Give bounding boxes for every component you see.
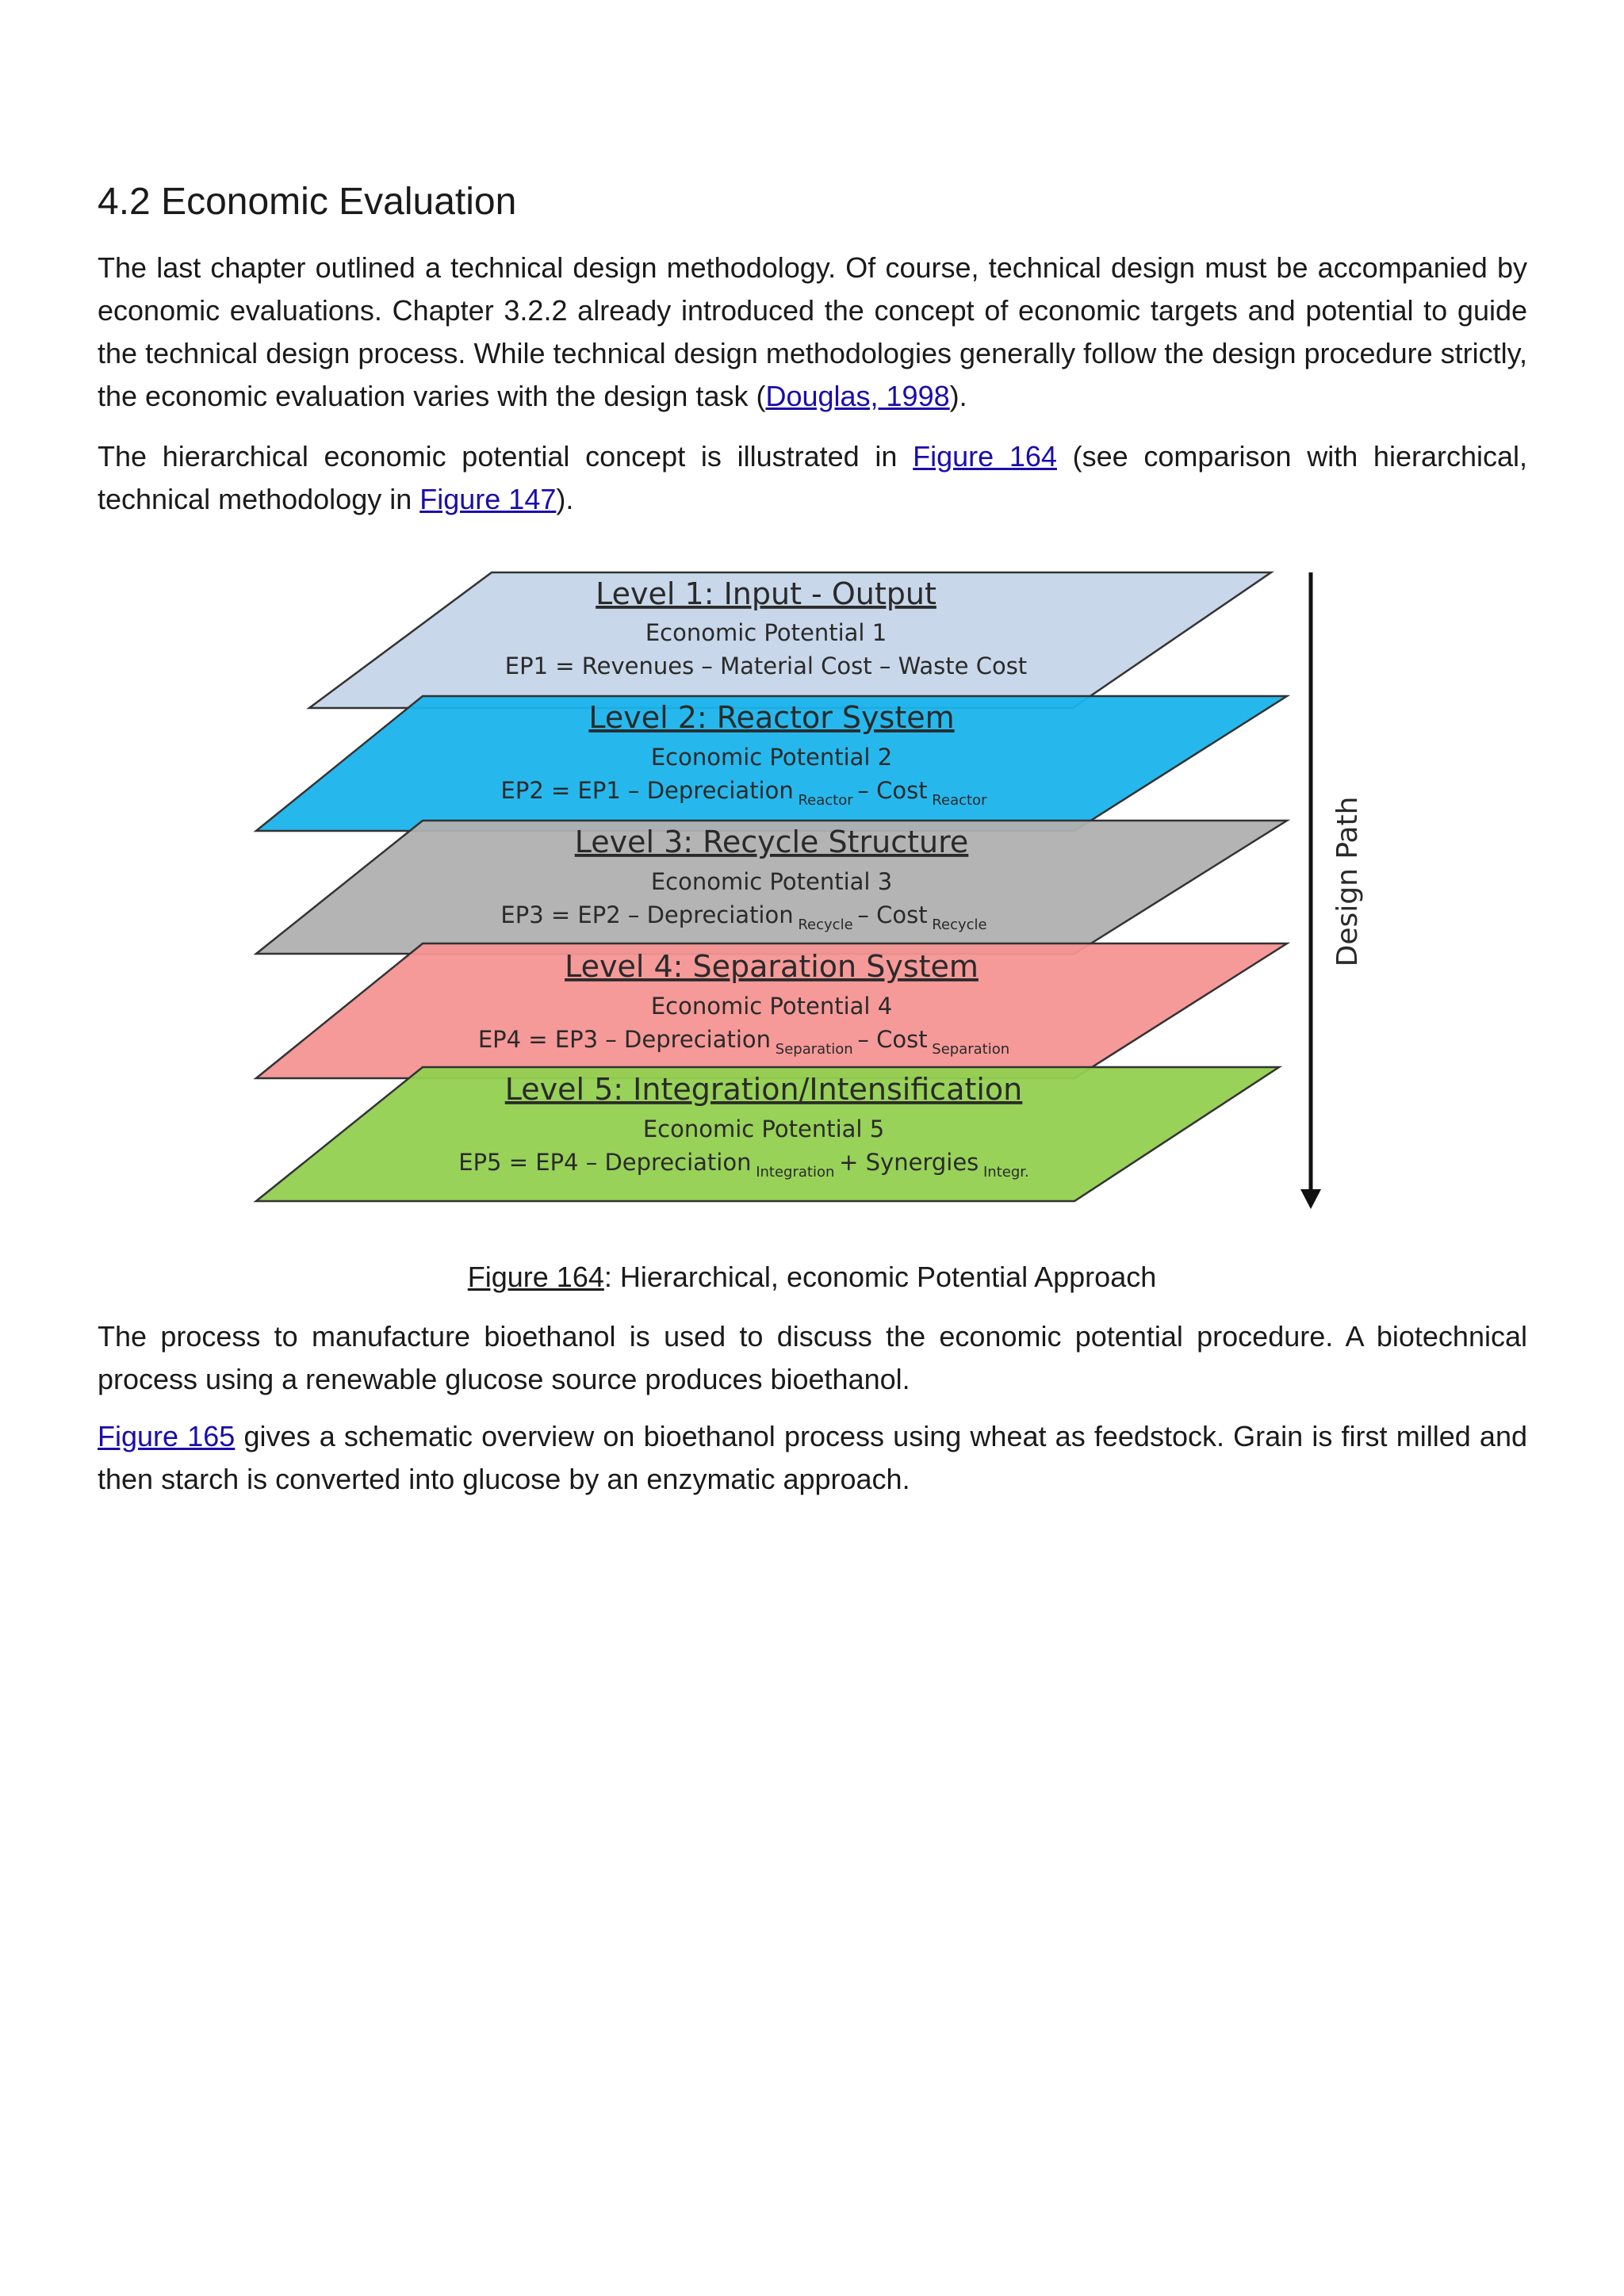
caption-figure-ref: Figure 164 [467,1261,604,1293]
level-3-equation: EP3 = EP2 – Depreciation $_{Recycle}$ – Cost $_{Recycle}$ [500,901,987,933]
level-1-title: Level 1: Input - Output [596,576,936,611]
paragraph-bioethanol [98,1315,1527,1401]
citation-link-douglas[interactable]: Douglas, 1998 [765,380,950,412]
paragraph-concept-end: ). [556,483,574,515]
figure-caption [0,1256,1624,1299]
figure-147-link[interactable]: Figure 147 [419,483,557,515]
design-path-arrow [1300,572,1321,1209]
paragraph-concept-text: The hierarchical economic potential concept is illustrated in [98,440,914,473]
level-1-subtitle: Economic Potential 1 [645,619,887,646]
layer-diagram [252,563,1378,1213]
figure-164-link[interactable]: Figure 164 [913,440,1057,473]
paragraph-intro [98,247,1527,418]
section-heading: 4.2 Economic Evaluation [98,181,517,223]
level-5-title: Level 5: Integration/Intensification [504,1072,1023,1107]
paragraph-schematic-text: gives a schematic overview on bioethanol process using wheat as feedstock. Grain is first milled and then starch is converted into glucose by an enzymatic approach. [98,1420,1527,1495]
level-2-title: Level 2: Reactor System [588,700,955,735]
caption-text: : Hierarchical, economic Potential Approach [603,1261,1157,1293]
paragraph-intro-end: ). [949,380,967,412]
paragraph-intro-text: The last chapter outlined a technical design methodology. Of course, technical design must be accompanied by economic evaluations. Chapter 3.2.2 already introduced the concept of economic targets and potential to guide the technical design process. While technical design methodologies generally follow the design procedure strictly, the economic evaluation varies with the design task ( [98,251,1527,412]
level-2-equation: EP2 = EP1 – Depreciation $_{Reactor}$ – Cost $_{Reactor}$ [500,777,987,809]
paragraph-bioethanol-text: The process to manufacture bioethanol is used to discuss the economic potential procedure. A biotechnical process using a renewable glucose source produces bioethanol. [98,1320,1527,1395]
level-2-subtitle: Economic Potential 2 [650,744,893,771]
design-path-label: Design Path [1331,796,1364,967]
economic-potential-figure [252,563,1378,1213]
level-4-subtitle: Economic Potential 4 [650,993,893,1020]
figure-165-link[interactable]: Figure 165 [98,1420,236,1452]
level-5-subtitle: Economic Potential 5 [642,1115,885,1142]
level-2-plane-group [256,696,1287,831]
level-4-plane-group [256,943,1287,1078]
paragraph-concept-middle: (see comparison with hierarchical, technical methodology in [98,440,1528,515]
level-1-equation: EP1 = Revenues – Material Cost – Waste Cost [504,652,1028,679]
level-5-equation: EP5 = EP4 – Depreciation $_{Integration}$ + Synergies $_{Integr.}$ [458,1149,1029,1181]
level-5-plane-group [256,1067,1279,1201]
level-4-title: Level 4: Separation System [565,949,979,984]
level-3-subtitle: Economic Potential 3 [650,868,893,895]
level-3-title: Level 3: Recycle Structure [574,825,969,859]
level-1-plane-group [309,572,1271,708]
level-3-plane-group [256,821,1287,954]
paragraph-concept [98,435,1527,521]
paragraph-schematic [98,1415,1527,1501]
level-4-equation: EP4 = EP3 – Depreciation $_{Separation}$ – Cost $_{Separation}$ [477,1026,1010,1058]
